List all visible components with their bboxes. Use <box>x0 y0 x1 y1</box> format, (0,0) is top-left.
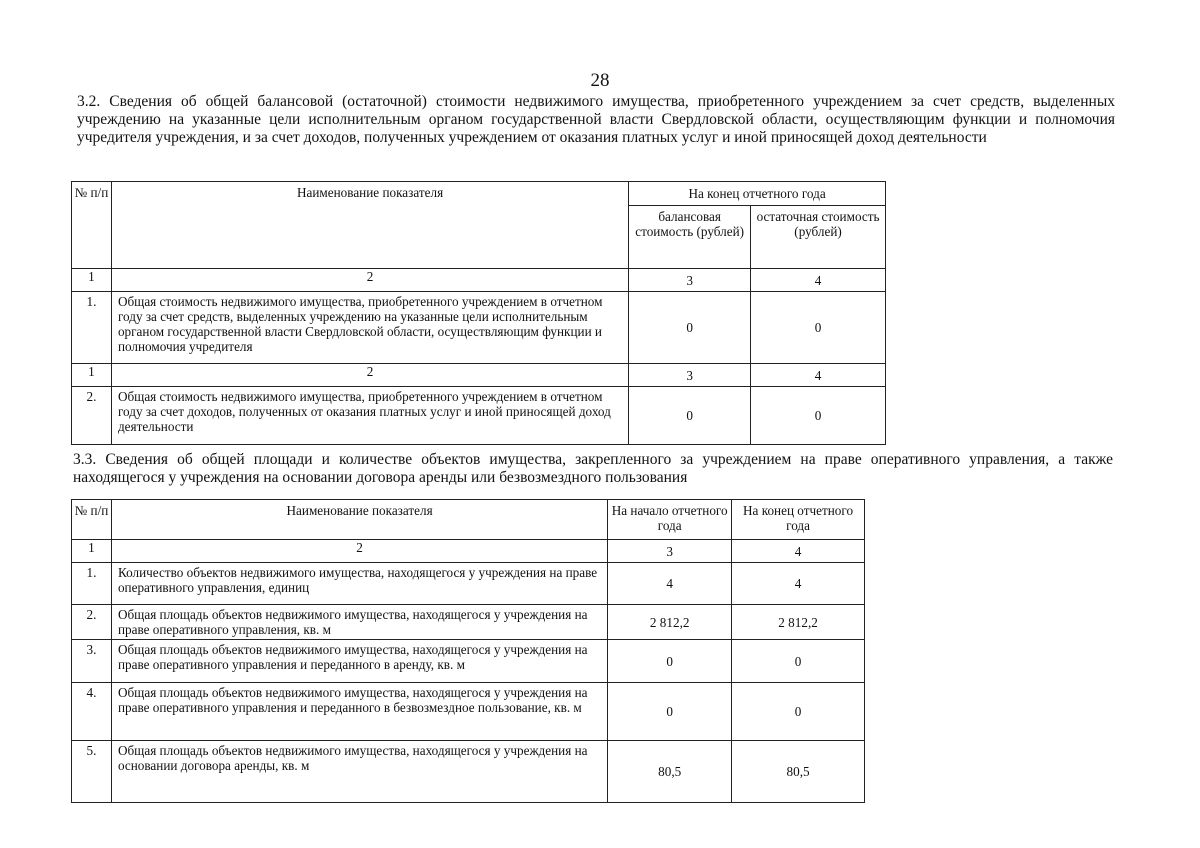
row-name: Общая площадь объектов недвижимого имущества, находящегося у учреждения на основании договора аренды, кв. м <box>111 741 607 803</box>
row-name: Общая стоимость недвижимого имущества, приобретенного учреждением в отчетном году за счет доходов, полученных от оказания платных услуг и иной приносящей доход деятельности <box>111 387 628 445</box>
col-header-end-of-year: На конец отчетного года <box>629 182 886 206</box>
end-value: 4 <box>732 563 865 605</box>
start-value: 2 812,2 <box>608 605 732 640</box>
col-header-name: Наименование показателя <box>111 182 628 269</box>
index-cell: 2 <box>111 540 607 563</box>
end-value: 80,5 <box>732 741 865 803</box>
row-number: 5. <box>72 741 112 803</box>
section-3-3-heading: 3.3. Сведения об общей площади и количестве объектов имущества, закрепленного за учреждением на праве оперативного управления, а также находящегося у учреждения на основании договора аренды или безвозмездного пользования <box>73 451 1113 486</box>
start-value: 4 <box>608 563 732 605</box>
end-value: 2 812,2 <box>732 605 865 640</box>
table-row <box>72 387 886 445</box>
row-number: 1. <box>72 563 112 605</box>
table-row <box>72 640 865 683</box>
index-cell: 1 <box>72 540 112 563</box>
index-cell: 4 <box>732 540 865 563</box>
row-number: 1. <box>72 292 112 364</box>
index-cell: 1 <box>72 364 112 387</box>
col-header-number: № п/п <box>72 182 112 269</box>
residual-value: 0 <box>751 292 886 364</box>
index-cell: 1 <box>72 269 112 292</box>
page-number: 28 <box>590 70 610 91</box>
table-row <box>72 563 865 605</box>
col-header-residual-value: остаточная стоимость (рублей) <box>751 206 886 269</box>
end-value: 0 <box>732 640 865 683</box>
start-value: 0 <box>608 640 732 683</box>
balance-value: 0 <box>629 387 751 445</box>
start-value: 0 <box>608 683 732 741</box>
balance-value: 0 <box>629 292 751 364</box>
col-header-start-of-year: На начало отчетного года <box>608 500 732 540</box>
row-number: 4. <box>72 683 112 741</box>
index-cell: 2 <box>111 269 628 292</box>
residual-value: 0 <box>751 387 886 445</box>
row-name: Общая площадь объектов недвижимого имущества, находящегося у учреждения на праве оперативного управления, кв. м <box>111 605 607 640</box>
start-value: 80,5 <box>608 741 732 803</box>
section-3-2-heading: 3.2. Сведения об общей балансовой (остаточной) стоимости недвижимого имущества, приобретенного учреждением за счет средств, выделенных учреждению на указанные цели исполнительным органом государственной власти Свердловской области, осуществляющим функции и полномочия учредителя учреждения, и за счет доходов, полученных учреждением от оказания платных услуг и иной приносящей доход деятельности <box>77 93 1115 146</box>
row-name: Количество объектов недвижимого имущества, находящегося у учреждения на праве оперативного управления, единиц <box>111 563 607 605</box>
table-3-2 <box>71 181 886 445</box>
index-row <box>72 269 886 292</box>
table-row <box>72 292 886 364</box>
col-header-balance-value: балансовая стоимость (рублей) <box>629 206 751 269</box>
col-header-name: Наименование показателя <box>111 500 607 540</box>
index-row <box>72 364 886 387</box>
index-row <box>72 540 865 563</box>
index-cell: 4 <box>751 269 886 292</box>
end-value: 0 <box>732 683 865 741</box>
table-row <box>72 683 865 741</box>
index-cell: 3 <box>629 269 751 292</box>
index-cell: 2 <box>111 364 628 387</box>
table-row <box>72 605 865 640</box>
table-row <box>72 741 865 803</box>
row-number: 2. <box>72 605 112 640</box>
col-header-end-of-year: На конец отчетного года <box>732 500 865 540</box>
index-cell: 3 <box>629 364 751 387</box>
row-name: Общая площадь объектов недвижимого имущества, находящегося у учреждения на праве оперативного управления и переданного в аренду, кв. м <box>111 640 607 683</box>
row-name: Общая стоимость недвижимого имущества, приобретенного учреждением в отчетном году за счет средств, выделенных учреждению на указанные цели исполнительным органом государственной власти Свердловской области, осуществляющим функции и полномочия учредителя <box>111 292 628 364</box>
row-number: 3. <box>72 640 112 683</box>
index-cell: 4 <box>751 364 886 387</box>
table-3-3 <box>71 499 865 803</box>
row-name: Общая площадь объектов недвижимого имущества, находящегося у учреждения на праве оперативного управления и переданного в безвозмездное пользование, кв. м <box>111 683 607 741</box>
col-header-number: № п/п <box>72 500 112 540</box>
index-cell: 3 <box>608 540 732 563</box>
row-number: 2. <box>72 387 112 445</box>
